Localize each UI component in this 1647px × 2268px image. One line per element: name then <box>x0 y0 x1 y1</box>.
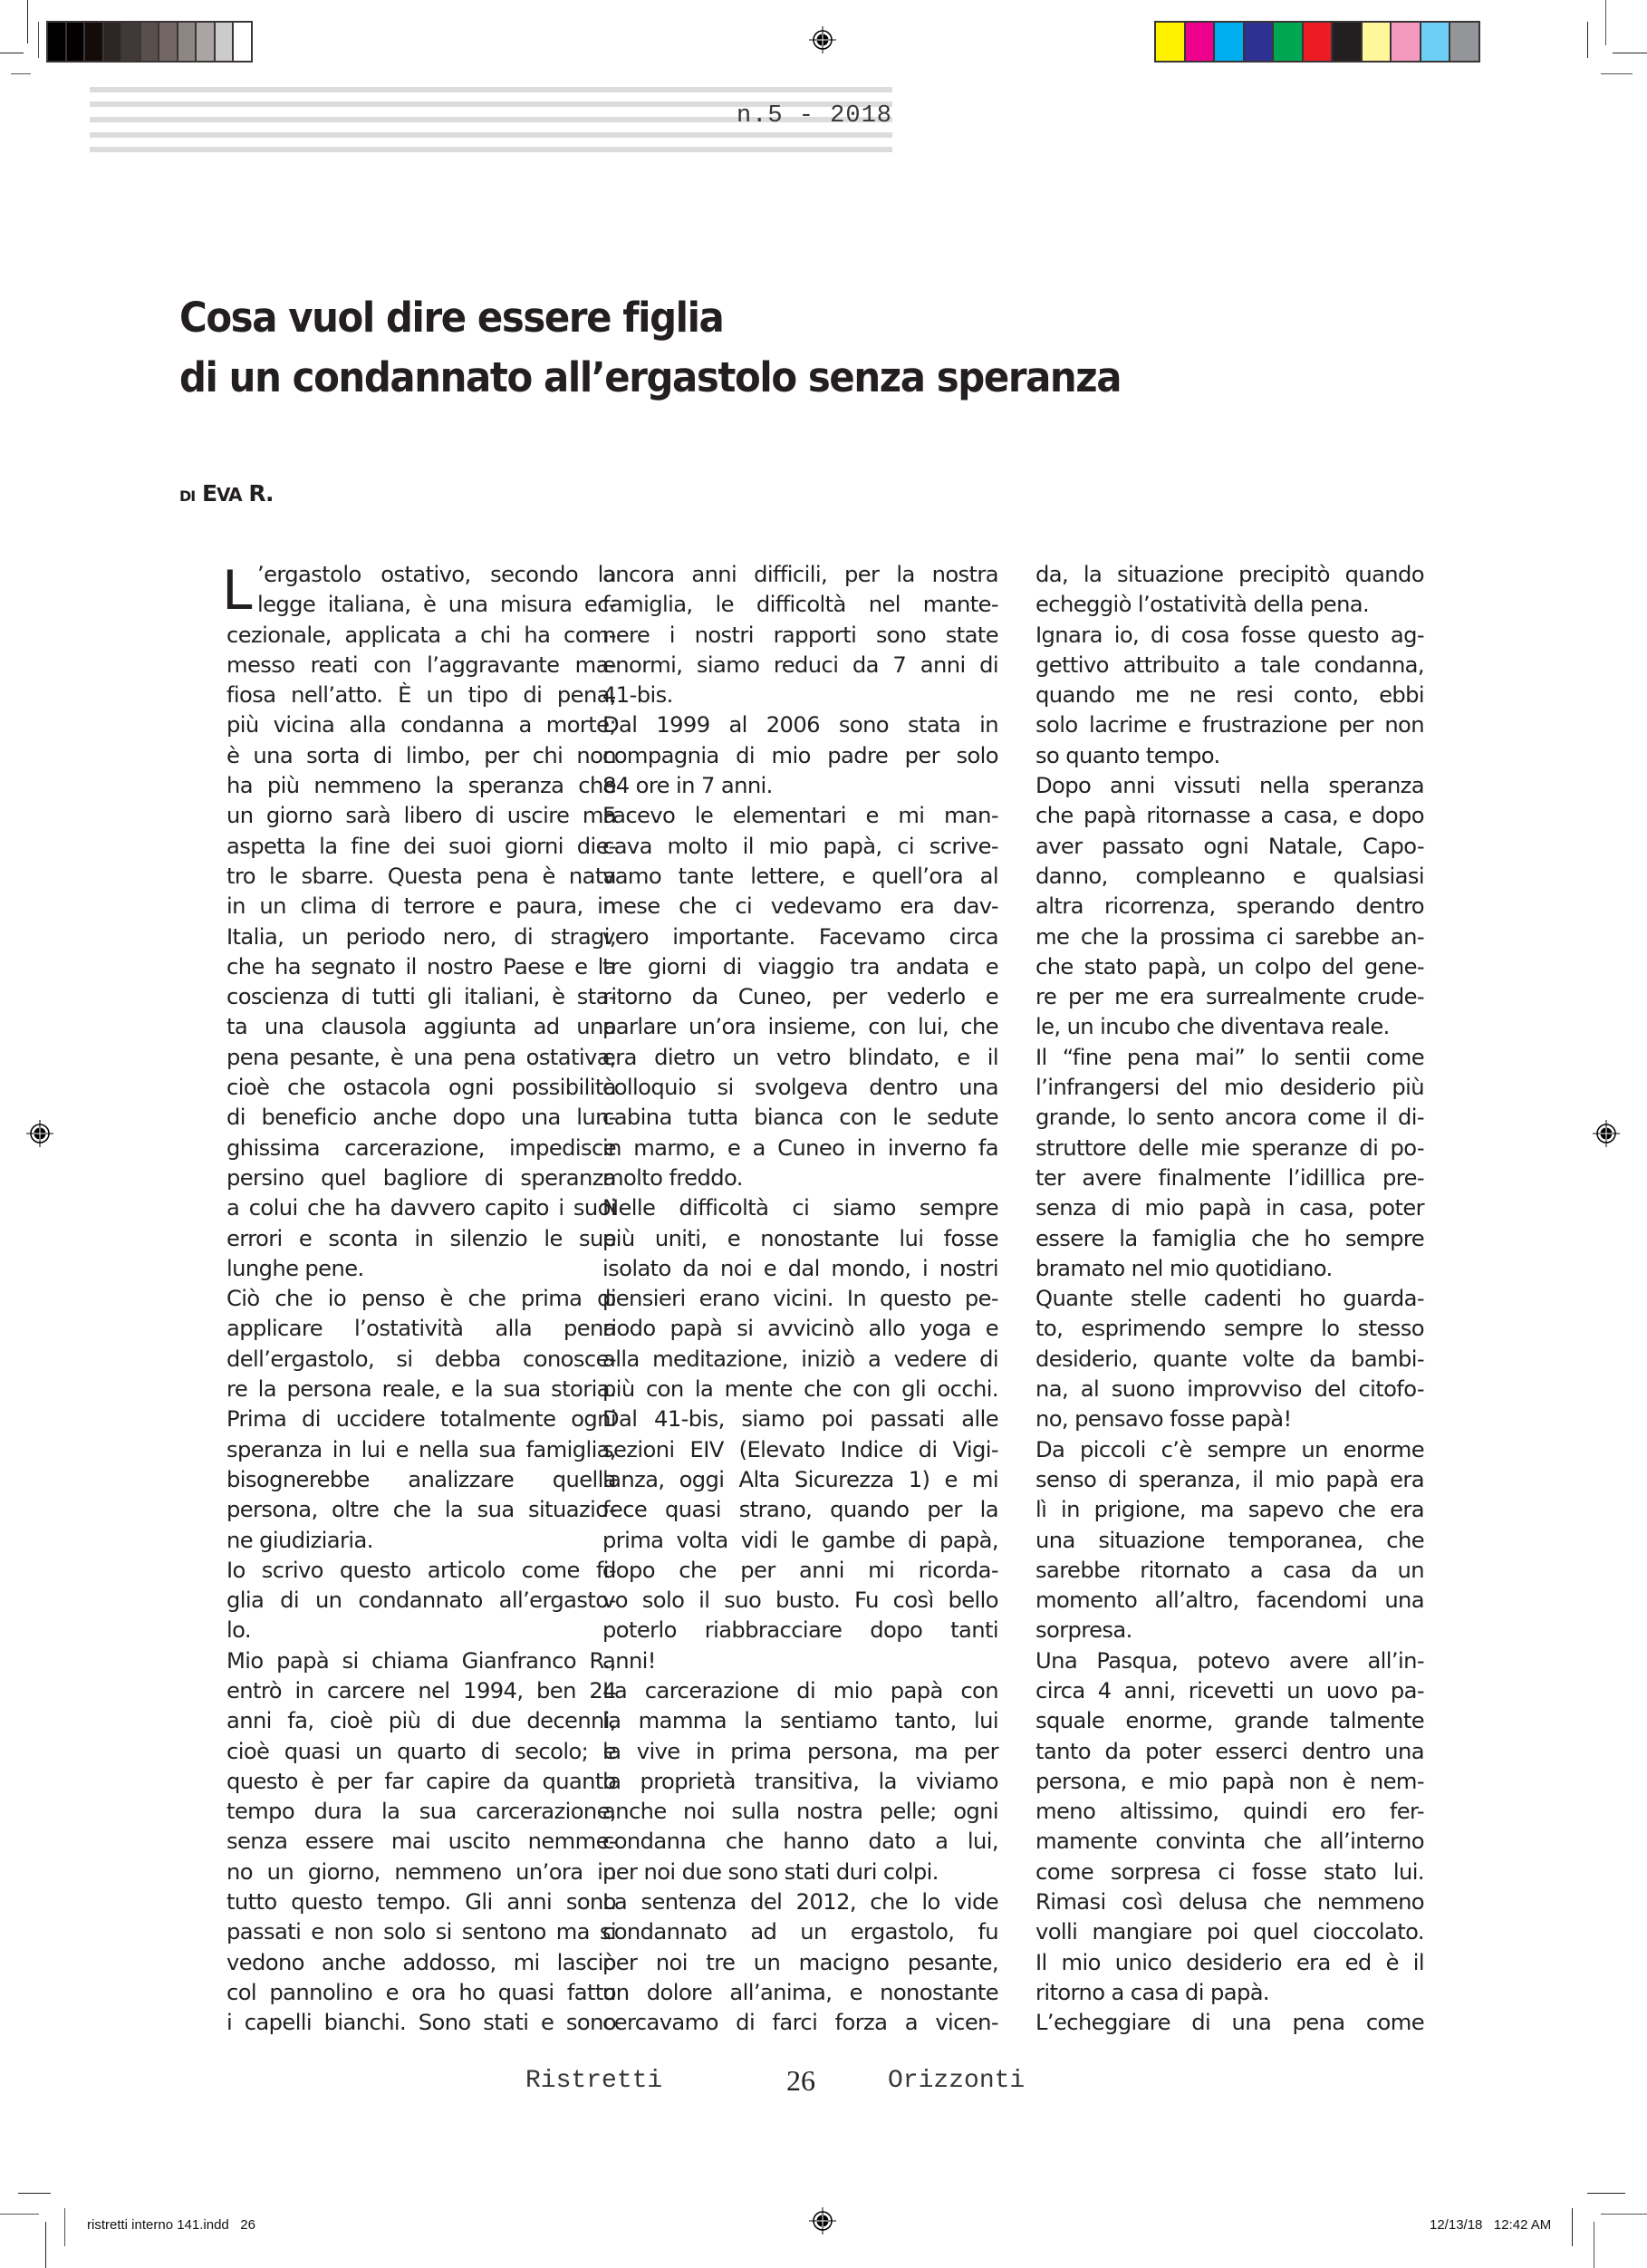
byline-author-initial: E <box>201 480 217 507</box>
text-line: ta una clausola aggiunta ad una <box>226 1014 616 1040</box>
text-line: La carcerazione di mio papà con <box>602 1677 998 1703</box>
text-line: per noi due sono stati duri colpi. <box>602 1858 939 1885</box>
text-line: solo lacrime e frustrazione per non <box>1035 712 1424 738</box>
footer-magazine-name-left: Ristretti <box>525 2067 663 2095</box>
text-line: i capelli bianchi. Sono stati e sono <box>226 2010 616 2036</box>
color-swatch <box>1333 23 1361 61</box>
text-line: che ha segnato il nostro Paese e la <box>226 953 616 980</box>
crop-mark-top-left-v <box>27 0 28 43</box>
text-line: bramato nel mio quotidiano. <box>1035 1255 1333 1281</box>
text-line: col pannolino e ora ho quasi fatto <box>226 1979 616 2005</box>
text-line: la proprietà transitiva, la viviamo <box>602 1768 998 1794</box>
text-line: lanza, oggi Alta Sicurezza 1) e mi <box>602 1466 998 1492</box>
text-line: riodo papà si avvicinò allo yoga e <box>602 1316 998 1342</box>
page-footer <box>0 2064 1647 2103</box>
text-line: lo. <box>226 1617 251 1644</box>
crop-mark-bottom-left-h2 <box>0 2214 39 2215</box>
text-line: Da piccoli c’è sempre un enorme <box>1035 1436 1424 1462</box>
text-line: errori e sconta in silenzio le sue <box>226 1225 616 1251</box>
text-line: squale enorme, grande talmente <box>1035 1708 1424 1734</box>
text-line: l’infrangersi del mio desiderio più <box>1035 1075 1424 1101</box>
text-line: re per me era surrealmente crude- <box>1035 984 1424 1010</box>
byline-prefix: DI <box>179 487 196 505</box>
text-line: cezionale, applicata a chi ha com- <box>226 622 616 648</box>
text-line: la mamma la sentiamo tanto, lui <box>602 1708 998 1734</box>
text-line: è una sorta di limbo, per chi non <box>226 742 616 768</box>
text-line: ritorno da Cuneo, per vederlo e <box>602 984 998 1010</box>
text-line: condannato ad un ergastolo, fu <box>602 1919 998 1945</box>
text-line: mamente convinta che all’interno <box>1035 1829 1424 1855</box>
text-line: un dolore all’anima, e nonostante <box>602 1979 998 2005</box>
text-line: cava molto il mio papà, ci scrive- <box>602 833 998 859</box>
text-line: grande, lo sento ancora come il di- <box>1035 1105 1424 1131</box>
article-column-1 <box>222 559 616 2039</box>
text-line: vero importante. Facevamo circa <box>602 923 998 950</box>
text-line: aspetta la fine dei suoi giorni die- <box>226 833 616 859</box>
text-line: aver passato ogni Natale, Capo- <box>1035 833 1424 859</box>
text-line: Mio papà si chiama Gianfranco R., <box>226 1647 616 1674</box>
color-swatch <box>1156 23 1184 61</box>
text-line: speranza in lui e nella sua famiglia, <box>226 1436 616 1462</box>
text-line: passati e non solo si sentono ma si <box>226 1919 616 1945</box>
issue-number: n.5 - 2018 <box>736 102 892 130</box>
text-line: senza di mio papà in casa, poter <box>1035 1195 1424 1221</box>
text-line: Il “fine pena mai” lo sentii come <box>1035 1044 1424 1070</box>
text-line: di beneficio anche dopo una lun- <box>226 1105 616 1131</box>
text-line: to, esprimendo sempre lo stesso <box>1035 1316 1424 1342</box>
text-line: che papà ritornasse a casa, e dopo <box>1035 803 1424 829</box>
color-swatch <box>85 23 102 61</box>
crop-mark-bottom-left-h <box>18 2193 51 2194</box>
text-line: ’ergastolo ostativo, secondo la <box>257 562 616 587</box>
article-title-line-1: Cosa vuol dire essere figlia <box>179 294 724 342</box>
text-line: la vive in prima persona, ma per <box>602 1738 998 1764</box>
text-line: senso di speranza, il mio papà era <box>1035 1466 1424 1492</box>
crop-mark-bottom-right-h2 <box>1601 2214 1647 2215</box>
text-line: in marmo, e a Cuneo in inverno fa <box>602 1134 998 1161</box>
text-line: per noi tre un macigno pesante, <box>602 1949 998 1975</box>
text-line: momento all’altro, facendomi una <box>1035 1588 1424 1614</box>
text-line: Facevo le elementari e mi man- <box>602 803 998 829</box>
page-number: 26 <box>786 2064 815 2097</box>
text-line: alla meditazione, iniziò a vedere di <box>602 1346 998 1372</box>
text-line: cioè quasi un quarto di secolo; e <box>226 1738 616 1764</box>
text-line: molto freddo. <box>602 1164 743 1191</box>
text-line: echeggiò l’ostatività della pena. <box>1035 592 1370 618</box>
text-line: ghissima carcerazione, impedisce <box>226 1134 616 1161</box>
crop-mark-top-right-v <box>1605 0 1606 45</box>
text-line: sarebbe ritornato a casa da un <box>1035 1557 1424 1583</box>
text-line: vedono anche addosso, mi lasciò <box>226 1949 616 1975</box>
text-line: nere i nostri rapporti sono state <box>602 622 998 648</box>
text-line: desiderio, quante volte da bambi- <box>1035 1346 1424 1372</box>
text-line: Rimasi così delusa che nemmeno <box>1035 1889 1424 1916</box>
drop-cap: L <box>222 559 252 622</box>
text-line: vamo tante lettere, e quell’ora al <box>602 863 998 889</box>
text-line: Prima di uccidere totalmente ogni <box>226 1406 616 1433</box>
text-line: glia di un condannato all’ergasto- <box>226 1588 616 1614</box>
article-column-2 <box>602 560 998 2039</box>
text-line: ancora anni difficili, per la nostra <box>602 562 998 587</box>
text-line: Dal 41-bis, siamo poi passati alle <box>602 1406 998 1433</box>
print-slug-date: 12/13/18 12:42 AM <box>1430 2217 1552 2233</box>
registration-mark-right-icon <box>1593 1120 1620 1147</box>
color-swatch <box>197 23 214 61</box>
text-line: ritorno a casa di papà. <box>1035 1979 1270 2005</box>
color-calibration-bar <box>1154 21 1480 63</box>
byline-author-surname: R. <box>241 480 274 507</box>
text-line: La sentenza del 2012, che lo vide <box>602 1889 998 1916</box>
color-swatch <box>1186 23 1214 61</box>
grayscale-calibration-bar <box>46 21 253 63</box>
color-swatch <box>1363 23 1391 61</box>
text-line: pensieri erano vicini. In questo pe- <box>602 1286 998 1312</box>
text-line: anni! <box>602 1647 656 1674</box>
text-line: coscienza di tutti gli italiani, è sta- <box>226 984 616 1010</box>
text-line: Quante stelle cadenti ho guarda- <box>1035 1286 1424 1312</box>
color-swatch <box>1245 23 1273 61</box>
text-line: tutto questo tempo. Gli anni sono <box>226 1889 616 1916</box>
text-line: Il mio unico desiderio era ed è il <box>1035 1949 1424 1975</box>
text-line: Italia, un periodo nero, di stragi, <box>226 923 616 950</box>
text-line: più vicina alla condanna a morte; <box>226 712 616 738</box>
text-line: no un giorno, nemmeno un’ora in <box>226 1858 616 1885</box>
color-swatch <box>1450 23 1478 61</box>
text-line: poterlo riabbracciare dopo tanti <box>602 1617 998 1644</box>
text-line: lunghe pene. <box>226 1255 364 1281</box>
text-line: cioè che ostacola ogni possibilità <box>226 1075 616 1101</box>
text-line: Una Pasqua, potevo avere all’in- <box>1035 1647 1424 1674</box>
byline <box>179 480 274 507</box>
text-line: una situazione temporanea, che <box>1035 1527 1424 1553</box>
text-line: lì in prigione, ma sapevo che era <box>1035 1497 1424 1523</box>
text-line: anni fa, cioè più di due decenni, <box>226 1708 616 1734</box>
text-line: anche noi sulla nostra pelle; ogni <box>602 1799 998 1825</box>
crop-mark-bottom-right-v2 <box>1572 2208 1573 2246</box>
text-line: 41-bis. <box>602 682 673 709</box>
text-line: un giorno sarà libero di uscire ma <box>226 803 616 829</box>
text-line: meno altissimo, quindi ero fer- <box>1035 1799 1424 1825</box>
text-line: Dal 1999 al 2006 sono stata in <box>602 712 998 738</box>
text-line: so quanto tempo. <box>1035 742 1220 768</box>
crop-mark-top-right-h2 <box>1601 73 1633 74</box>
registration-mark-bottom-icon <box>809 2207 836 2234</box>
text-line: parlare un’ora insieme, con lui, che <box>602 1014 998 1040</box>
text-line: applicare l’ostatività alla pena <box>226 1316 616 1342</box>
text-line: era dietro un vetro blindato, e il <box>602 1044 998 1070</box>
text-line: in un clima di terrore e paura, in <box>226 893 616 920</box>
text-line: sezioni EIV (Elevato Indice di Vigi- <box>602 1436 998 1462</box>
text-line: le, un incubo che diventava reale. <box>1035 1014 1390 1040</box>
text-line: messo reati con l’aggravante ma- <box>226 651 616 678</box>
color-swatch <box>1215 23 1243 61</box>
crop-mark-top-left-h2 <box>11 73 31 74</box>
text-line: circa 4 anni, ricevetti un uovo pa- <box>1035 1677 1424 1703</box>
text-line: fiosa nell’atto. È un tipo di pena, <box>226 682 616 709</box>
color-swatch <box>104 23 121 61</box>
text-line: mese che ci vedevamo era dav- <box>602 893 998 920</box>
color-swatch <box>1421 23 1450 61</box>
text-line: bisognerebbe analizzare quella <box>226 1466 616 1492</box>
text-line: no, pensavo fosse papà! <box>1035 1406 1292 1433</box>
text-line: famiglia, le difficoltà nel mante- <box>602 592 998 618</box>
text-line: altra ricorrenza, sperando dentro <box>1035 893 1424 920</box>
text-line: condanna che hanno dato a lui, <box>602 1829 998 1855</box>
text-line: persona, e mio papà non è nem- <box>1035 1768 1424 1794</box>
text-line: na, al suono improvviso del citofo- <box>1035 1376 1424 1403</box>
color-swatch <box>1304 23 1332 61</box>
color-swatch <box>216 23 233 61</box>
crop-mark-top-right-v2 <box>1587 22 1588 58</box>
text-line: quando me ne resi conto, ebbi <box>1035 682 1424 709</box>
text-line: me che la prossima ci sarebbe an- <box>1035 923 1424 950</box>
text-line: a colui che ha davvero capito i suoi <box>226 1195 616 1221</box>
text-line: sorpresa. <box>1035 1617 1132 1644</box>
article-title <box>179 288 1121 408</box>
text-line: ne giudiziaria. <box>226 1527 373 1553</box>
crop-mark-bottom-right-h <box>1587 2193 1625 2194</box>
text-line: dell’ergastolo, si debba conosce- <box>226 1346 616 1372</box>
text-line: danno, compleanno e qualsiasi <box>1035 863 1424 889</box>
text-line: compagnia di mio padre per solo <box>602 742 998 768</box>
text-line: cabina tutta bianca con le sedute <box>602 1105 998 1131</box>
text-line: Ignara io, di cosa fosse questo ag- <box>1035 622 1424 648</box>
text-line: re la persona reale, e la sua storia. <box>226 1376 616 1403</box>
text-line: persona, oltre che la sua situazio- <box>226 1497 616 1523</box>
text-line: fece quasi strano, quando per la <box>602 1497 998 1523</box>
text-line: tre giorni di viaggio tra andata e <box>602 953 998 980</box>
text-line: gettivo attribuito a tale condanna, <box>1035 651 1424 678</box>
text-line: cercavamo di farci forza a vicen- <box>602 2010 998 2036</box>
color-swatch <box>141 23 159 61</box>
text-line: questo è per far capire da quanto <box>226 1768 616 1794</box>
text-line: più con la mente che con gli occhi. <box>602 1376 998 1403</box>
footer-magazine-name-right: Orizzonti <box>888 2067 1026 2095</box>
text-line: come sorpresa ci fosse stato lui. <box>1035 1858 1424 1885</box>
crop-mark-top-left-v2 <box>38 22 39 58</box>
text-line: colloquio si svolgeva dentro una <box>602 1075 998 1101</box>
print-slug-file: ristretti interno 141.indd 26 <box>87 2217 255 2233</box>
text-line: che stato papà, un colpo del gene- <box>1035 953 1424 980</box>
text-line: volli mangiare poi quel cioccolato. <box>1035 1919 1424 1945</box>
byline-author-rest: VA <box>217 484 242 506</box>
text-line: ter avere finalmente l’idillica pre- <box>1035 1164 1424 1191</box>
article-column-3 <box>1035 560 1424 2039</box>
text-line: isolato da noi e dal mondo, i nostri <box>602 1255 998 1281</box>
registration-mark-left-icon <box>26 1120 53 1147</box>
color-swatch <box>1274 23 1302 61</box>
text-line: essere la famiglia che ho sempre <box>1035 1225 1424 1251</box>
color-swatch <box>234 23 251 61</box>
text-line: prima volta vidi le gambe di papà, <box>602 1527 998 1553</box>
color-swatch <box>159 23 177 61</box>
crop-mark-bottom-left-v <box>45 2222 46 2268</box>
registration-mark-top-icon <box>809 26 836 53</box>
text-line: L’echeggiare di una pena come <box>1035 2010 1424 2036</box>
color-swatch <box>1392 23 1420 61</box>
article-title-line-2: di un condannato all’ergastolo senza speranza <box>179 353 1122 401</box>
color-swatch <box>122 23 140 61</box>
text-line: entrò in carcere nel 1994, ben 24 <box>226 1677 616 1703</box>
text-line: struttore delle mie speranze di po- <box>1035 1134 1424 1161</box>
text-line: dopo che per anni mi ricorda- <box>602 1557 998 1583</box>
text-line: persino quel bagliore di speranza <box>226 1164 616 1191</box>
text-line: ha più nemmeno la speranza che <box>226 773 616 799</box>
text-line: tro le sbarre. Questa pena è nata <box>226 863 616 889</box>
text-line: legge italiana, è una misura ec- <box>257 592 616 618</box>
text-line: da, la situazione precipitò quando <box>1035 562 1424 587</box>
text-line: Nelle difficoltà ci siamo sempre <box>602 1195 998 1221</box>
text-line: tempo dura la sua carcerazione, <box>226 1799 616 1825</box>
color-swatch <box>67 23 84 61</box>
text-line: pena pesante, è una pena ostativa, <box>226 1044 616 1070</box>
color-swatch <box>178 23 196 61</box>
text-line: enormi, siamo reduci da 7 anni di <box>602 651 998 678</box>
text-line: vo solo il suo busto. Fu così bello <box>602 1588 998 1614</box>
text-line: 84 ore in 7 anni. <box>602 773 773 799</box>
crop-mark-bottom-left-v2 <box>64 2208 65 2246</box>
color-swatch <box>48 23 65 61</box>
text-line: più uniti, e nonostante lui fosse <box>602 1225 998 1251</box>
text-line: Io scrivo questo articolo come fi- <box>226 1557 616 1583</box>
text-line: senza essere mai uscito nemme- <box>226 1829 616 1855</box>
text-line: Dopo anni vissuti nella speranza <box>1035 773 1424 799</box>
text-line: Ciò che io penso è che prima di <box>226 1286 616 1312</box>
text-line: tanto da poter esserci dentro una <box>1035 1738 1424 1764</box>
